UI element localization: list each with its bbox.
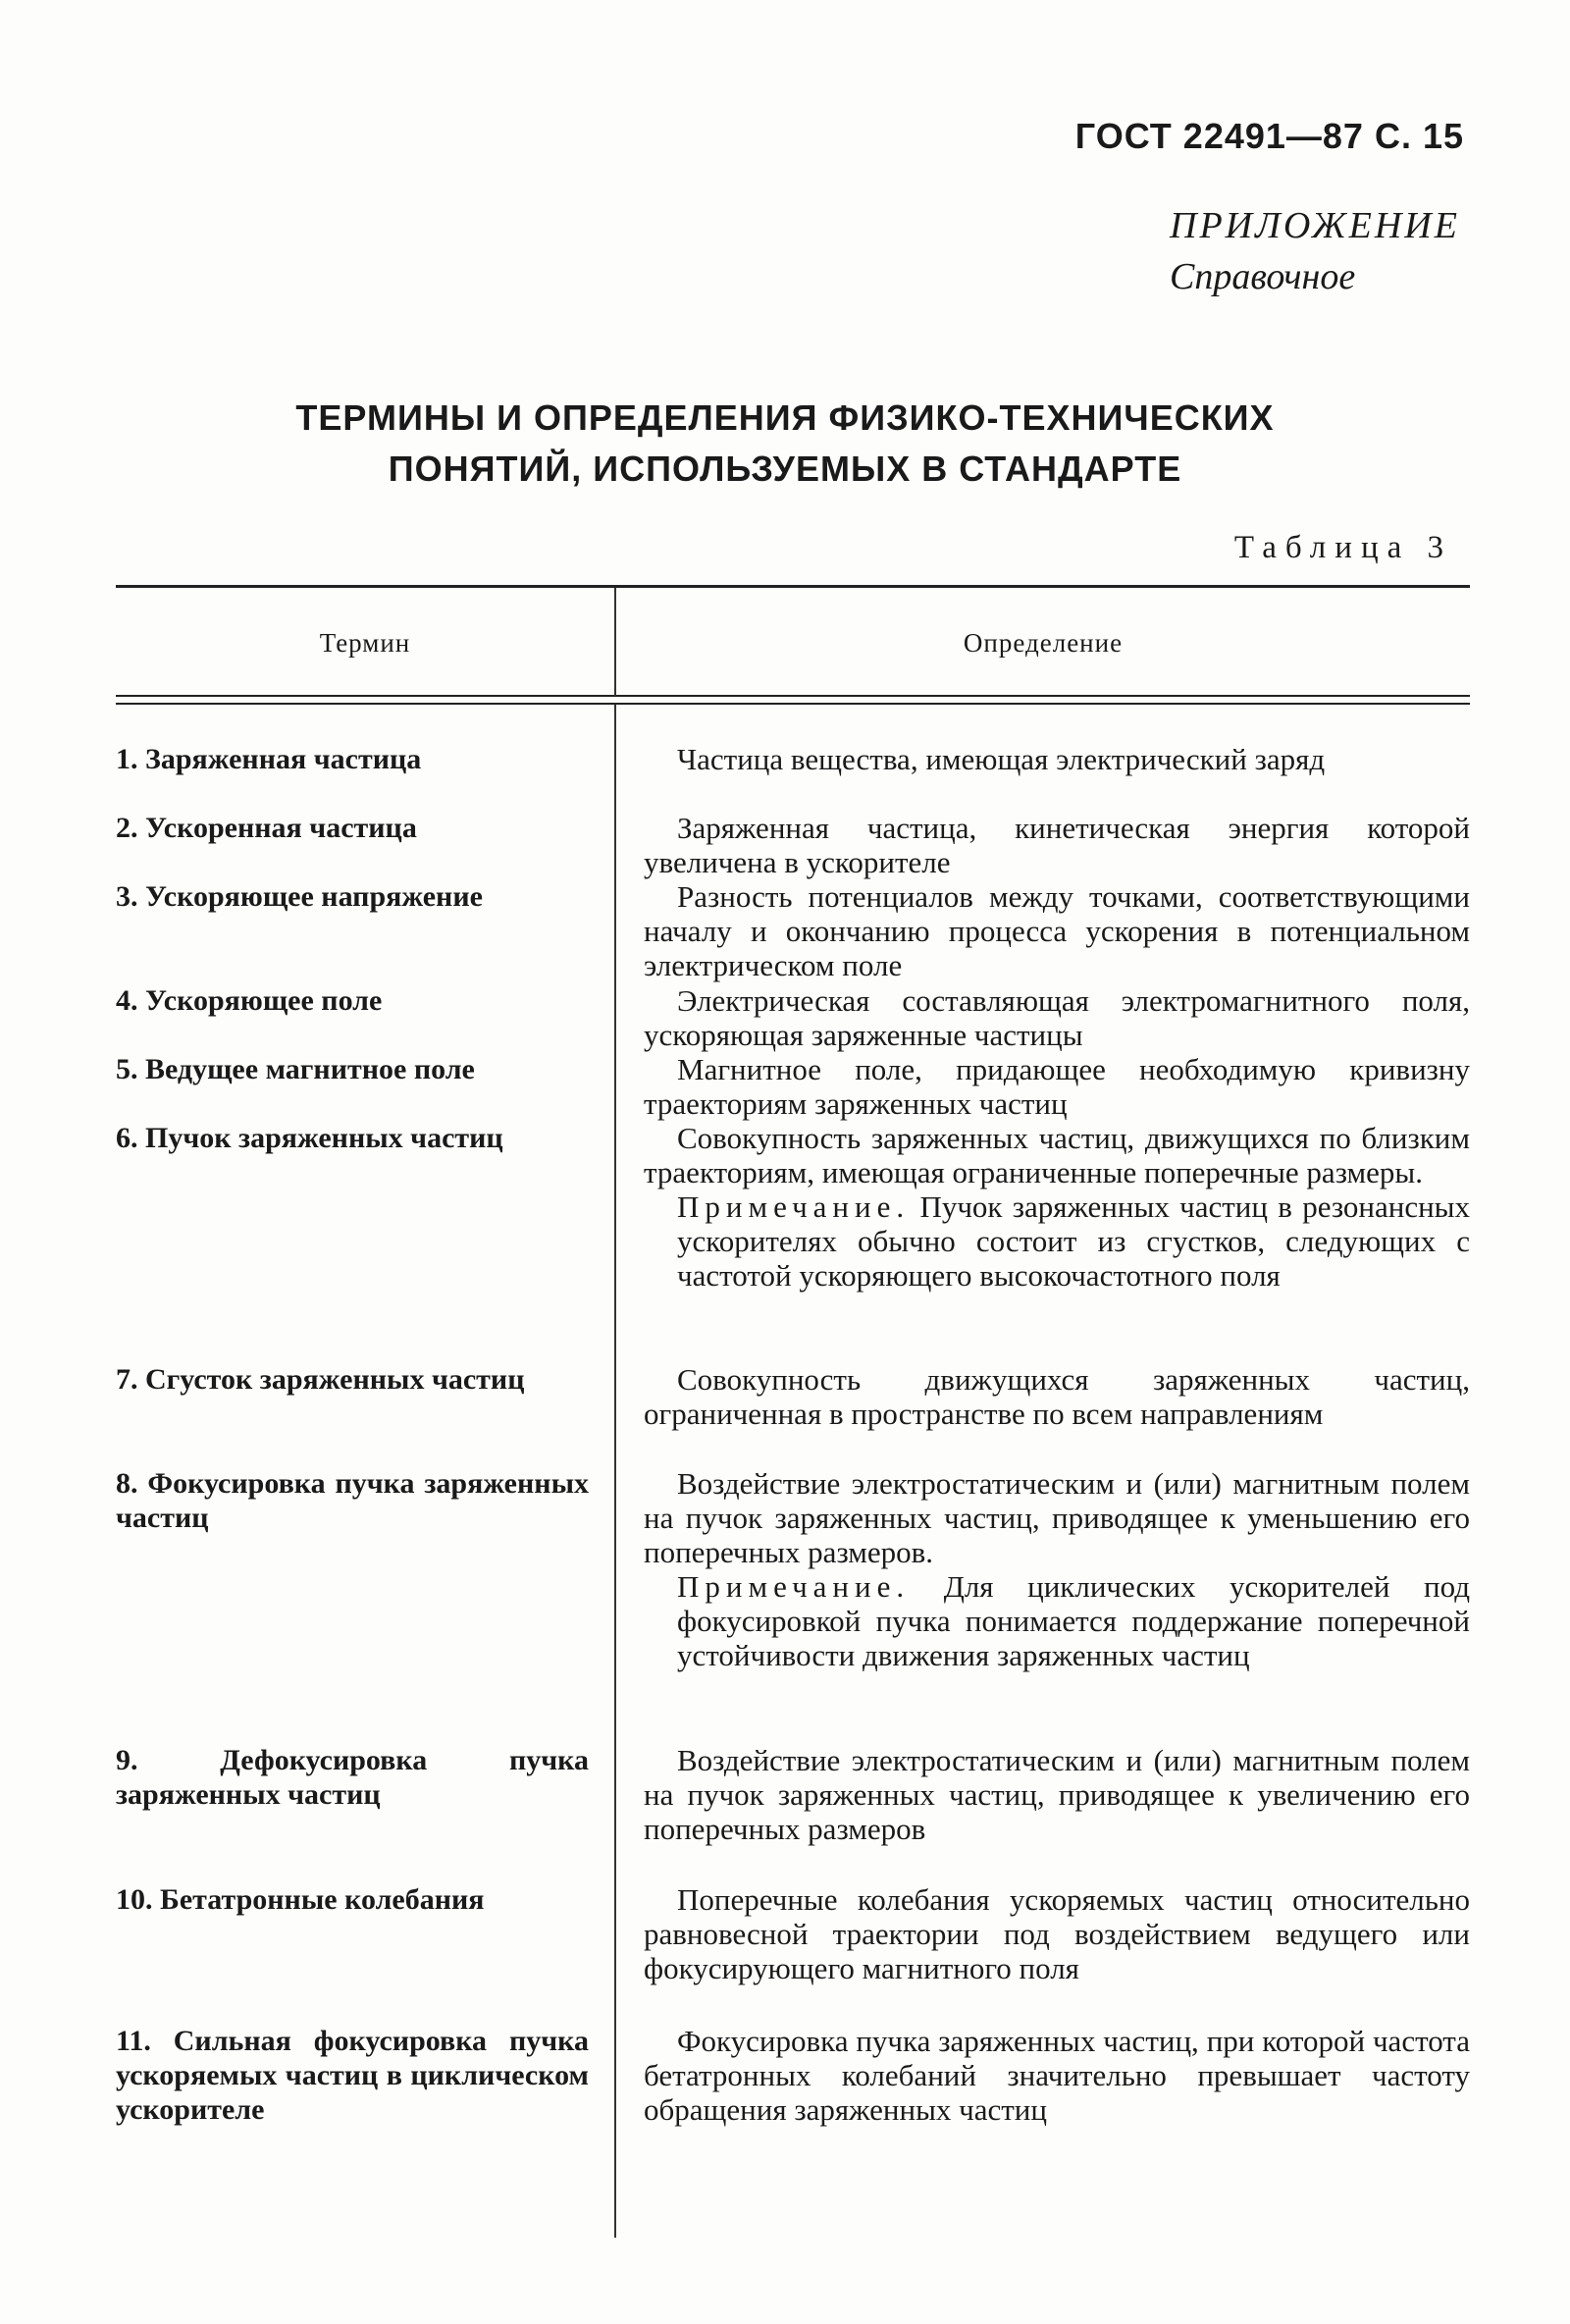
definition-text: Воздействие электростатическим и (или) магнитным полем на пучок заряженных частиц, приводящее к уменьшению его поперечных размеров.	[644, 1466, 1470, 1569]
column-header-term: Термин	[319, 628, 411, 658]
term-5: 5. Ведущее магнитное поле	[116, 1053, 475, 1085]
appendix-block	[1170, 200, 1464, 302]
title-line-2: ПОНЯТИЙ, ИСПОЛЬЗУЕМЫХ В СТАНДАРТЕ	[388, 449, 1182, 489]
appendix-type: Справочное	[1170, 256, 1356, 297]
definition-text: Магнитное поле, придающее необходимую кривизну траекториям заряженных частиц	[644, 1052, 1470, 1121]
definition-5	[644, 1052, 1470, 1121]
definition-text: Фокусировка пучка заряженных частиц, при которой частота бетатронных колебаний значительно превышает частоту обращения заряженных частиц	[644, 2024, 1470, 2127]
definition-text: Электрическая составляющая электромагнитного поля, ускоряющая заряженные частицы	[644, 983, 1470, 1052]
note-label: Примечание.	[677, 1569, 911, 1604]
note-text: Для циклических ускорителей под фокусировкой пучка понимается поддержание поперечной устойчивости движения заряженных частиц	[677, 1569, 1471, 1672]
definition-text: Совокупность заряженных частиц, движущихся по близким траекториям, имеющая ограниченные поперечные размеры.	[644, 1121, 1470, 1189]
header-bottom-rule-2	[116, 703, 1470, 705]
definition-3	[644, 879, 1470, 982]
definition-note	[644, 1189, 1470, 1293]
term-10: 10. Бетатронные колебания	[116, 1883, 485, 1916]
note-label: Примечание.	[677, 1189, 911, 1224]
body-column-divider	[614, 705, 616, 2238]
appendix-label: ПРИЛОЖЕНИЕ	[1170, 205, 1460, 246]
table-top-rule	[116, 585, 1470, 588]
definition-2	[644, 811, 1470, 879]
definition-text: Совокупность движущихся заряженных частиц, ограниченная в пространстве по всем направлениям	[644, 1362, 1470, 1431]
term-9: 9. Дефокусировка пучка заряженных частиц	[116, 1744, 589, 1811]
header-bottom-rule	[116, 695, 1470, 697]
term-8: 8. Фокусировка пучка заряженных частиц	[116, 1467, 589, 1534]
term-3: 3. Ускоряющее напряжение	[116, 880, 483, 913]
definition-9	[644, 1743, 1470, 1846]
document-reference: ГОСТ 22491—87 С. 15	[1074, 116, 1464, 156]
table-label: Таблица 3	[1233, 530, 1452, 565]
definition-note	[644, 1569, 1470, 1672]
term-11: 11. Сильная фокусировка пучка ускоряемых частиц в циклическом ускорителе	[116, 2025, 589, 2126]
note-text: Пучок заряженных частиц в резонансных ускорителях обычно состоит из сгустков, следующих с частотой ускоряющего высокочастотного поля	[677, 1189, 1471, 1293]
definition-text: Частица вещества, имеющая электрический заряд	[677, 742, 1326, 776]
definition-1	[644, 742, 1470, 776]
definition-text: Заряженная частица, кинетическая энергия которой увеличена в ускорителе	[644, 811, 1470, 879]
definition-7	[644, 1362, 1470, 1431]
definition-text: Поперечные колебания ускоряемых частиц относительно равновесной траектории под воздействием ведущего или фокусирующего магнитного поля	[644, 1882, 1470, 1985]
page-title	[0, 393, 1570, 495]
definition-text: Воздействие электростатическим и (или) магнитным полем на пучок заряженных частиц, приводящее к увеличению его поперечных размеров	[644, 1743, 1470, 1846]
term-7: 7. Сгусток заряженных частиц	[116, 1363, 525, 1396]
term-4: 4. Ускоряющее поле	[116, 984, 383, 1017]
definition-6	[644, 1121, 1470, 1293]
term-6: 6. Пучок заряженных частиц	[116, 1122, 503, 1154]
column-header-definition: Определение	[963, 628, 1124, 658]
definition-10	[644, 1882, 1470, 1985]
definition-4	[644, 983, 1470, 1052]
definition-8	[644, 1466, 1470, 1672]
title-line-1: ТЕРМИНЫ И ОПРЕДЕЛЕНИЯ ФИЗИКО-ТЕХНИЧЕСКИХ	[295, 397, 1275, 438]
definition-text: Разность потенциалов между точками, соответствующими началу и окончанию процесса ускорения в потенциальном электрическом поле	[644, 879, 1470, 982]
definition-11	[644, 2024, 1470, 2127]
term-2: 2. Ускоренная частица	[116, 812, 417, 844]
term-1: 1. Заряженная частица	[116, 743, 422, 775]
